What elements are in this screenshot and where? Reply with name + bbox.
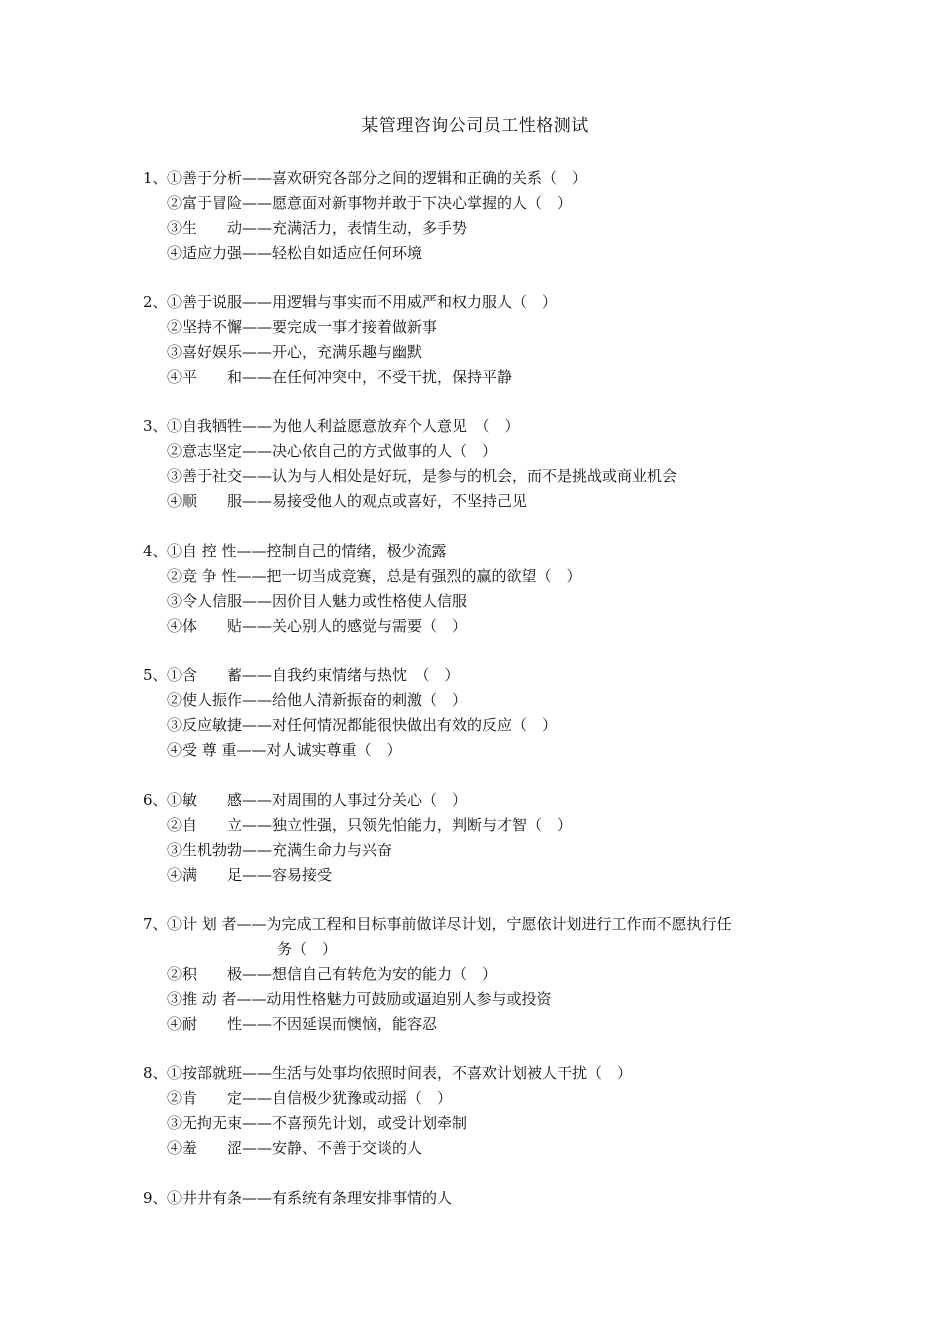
question-8-option-2 <box>143 1086 632 1111</box>
option-text: ②使人振作——给他人清新振奋的刺激（ ） <box>167 691 468 709</box>
option-text: ③推 动 者——动用性格魅力可鼓励或逼迫别人参与或投资 <box>167 990 552 1008</box>
question-8 <box>143 1061 632 1161</box>
option-text: ①含 蓄——自我约束情绪与热忱 （ ） <box>167 666 460 684</box>
question-number: 8、 <box>143 1064 168 1082</box>
question-8-option-1 <box>143 1061 632 1086</box>
question-9 <box>143 1186 452 1211</box>
option-text: ④满 足——容易接受 <box>167 866 333 884</box>
option-text: ②竞 争 性——把一切当成竞赛，总是有强烈的赢的欲望（ ） <box>167 567 582 585</box>
option-text: ③喜好娱乐——开心，充满乐趣与幽默 <box>167 343 423 361</box>
question-4-option-4 <box>143 614 582 639</box>
question-5-option-4 <box>143 738 557 763</box>
option-text: ②富于冒险——愿意面对新事物并敢于下决心掌握的人（ ） <box>167 194 573 212</box>
question-6-option-4 <box>143 863 572 888</box>
option-text: ①按部就班——生活与处事均依照时间表，不喜欢计划被人干扰（ ） <box>167 1064 633 1082</box>
question-6-option-2 <box>143 813 572 838</box>
question-5-option-2 <box>143 688 557 713</box>
question-number: 4、 <box>143 542 168 560</box>
option-text: ①计 划 者——为完成工程和目标事前做详尽计划，宁愿依计划进行工作而不愿执行任 <box>167 915 732 933</box>
question-2-option-2 <box>143 315 557 340</box>
option-text: ④体 贴——关心别人的感觉与需要（ ） <box>167 617 468 635</box>
question-6-option-1 <box>143 788 572 813</box>
option-text: ①自我牺牲——为他人利益愿意放弃个人意见 （ ） <box>167 417 520 435</box>
question-3 <box>143 414 677 514</box>
option-text: ④耐 性——不因延误而懊恼，能容忍 <box>167 1015 438 1033</box>
question-3-option-1 <box>143 414 677 439</box>
question-7-option-1 <box>143 912 732 937</box>
question-number: 3、 <box>143 417 168 435</box>
question-2-option-4 <box>143 365 557 390</box>
option-text: ②自 立——独立性强，只领先怕能力，判断与才智（ ） <box>167 816 573 834</box>
option-text: ③生 动——充满活力，表情生动，多手势 <box>167 219 468 237</box>
question-7-option-3 <box>143 987 732 1012</box>
option-text: ②积 极——想信自己有转危为安的能力（ ） <box>167 965 498 983</box>
question-3-option-4 <box>143 489 677 514</box>
option-text: ④顺 服——易接受他人的观点或喜好，不坚持己见 <box>167 492 528 510</box>
question-3-option-2 <box>143 439 677 464</box>
question-4-option-1 <box>143 539 582 564</box>
question-6-option-3 <box>143 838 572 863</box>
question-1-option-2 <box>143 191 587 216</box>
question-number: 9、 <box>143 1189 168 1207</box>
option-text: ④羞 涩——安静、不善于交谈的人 <box>167 1139 423 1157</box>
option-text: ④适应力强——轻松自如适应任何环境 <box>167 244 423 262</box>
option-text: ④平 和——在任何冲突中，不受干扰，保持平静 <box>167 368 513 386</box>
question-5 <box>143 663 557 763</box>
question-9-option-1 <box>143 1186 452 1211</box>
question-number: 7、 <box>143 915 168 933</box>
question-1-option-1 <box>143 166 587 191</box>
question-number: 1、 <box>143 169 168 187</box>
question-7-option-1-continuation <box>143 937 732 962</box>
option-text: ①善于说服——用逻辑与事实而不用威严和权力服人（ ） <box>167 293 558 311</box>
question-2 <box>143 290 557 390</box>
question-7-option-4 <box>143 1012 732 1037</box>
option-text: ①善于分析——喜欢研究各部分之间的逻辑和正确的关系（ ） <box>167 169 588 187</box>
question-1-option-4 <box>143 241 587 266</box>
option-text: 务（ ） <box>277 940 338 958</box>
question-4-option-3 <box>143 589 582 614</box>
option-text: ②意志坚定——决心依自己的方式做事的人（ ） <box>167 442 498 460</box>
question-2-option-3 <box>143 340 557 365</box>
option-text: ③无拘无束——不喜预先计划，或受计划牵制 <box>167 1114 468 1132</box>
question-number: 2、 <box>143 293 168 311</box>
question-4 <box>143 539 582 639</box>
question-6 <box>143 788 572 888</box>
question-8-option-3 <box>143 1111 632 1136</box>
question-number: 6、 <box>143 791 168 809</box>
option-text: ②肯 定——自信极少犹豫或动摇（ ） <box>167 1089 453 1107</box>
question-3-option-3 <box>143 464 677 489</box>
option-text: ③生机勃勃——充满生命力与兴奋 <box>167 841 393 859</box>
option-text: ①自 控 性——控制自己的情绪，极少流露 <box>167 542 447 560</box>
question-5-option-3 <box>143 713 557 738</box>
question-5-option-1 <box>143 663 557 688</box>
option-text: ③善于社交——认为与人相处是好玩，是参与的机会，而不是挑战或商业机会 <box>167 467 678 485</box>
question-4-option-2 <box>143 564 582 589</box>
option-text: ①井井有条——有系统有条理安排事情的人 <box>167 1189 453 1207</box>
question-7-option-2 <box>143 962 732 987</box>
option-text: ④受 尊 重——对人诚实尊重（ ） <box>167 741 402 759</box>
question-number: 5、 <box>143 666 168 684</box>
question-1-option-3 <box>143 216 587 241</box>
question-1 <box>143 166 587 266</box>
option-text: ②坚持不懈——要完成一事才接着做新事 <box>167 318 438 336</box>
question-7 <box>143 912 732 1037</box>
option-text: ③反应敏捷——对任何情况都能很快做出有效的反应（ ） <box>167 716 558 734</box>
page-title: 某管理咨询公司员工性格测试 <box>361 116 589 136</box>
question-2-option-1 <box>143 290 557 315</box>
option-text: ③令人信服——因价目人魅力或性格使人信服 <box>167 592 468 610</box>
option-text: ①敏 感——对周围的人事过分关心（ ） <box>167 791 468 809</box>
question-8-option-4 <box>143 1136 632 1161</box>
